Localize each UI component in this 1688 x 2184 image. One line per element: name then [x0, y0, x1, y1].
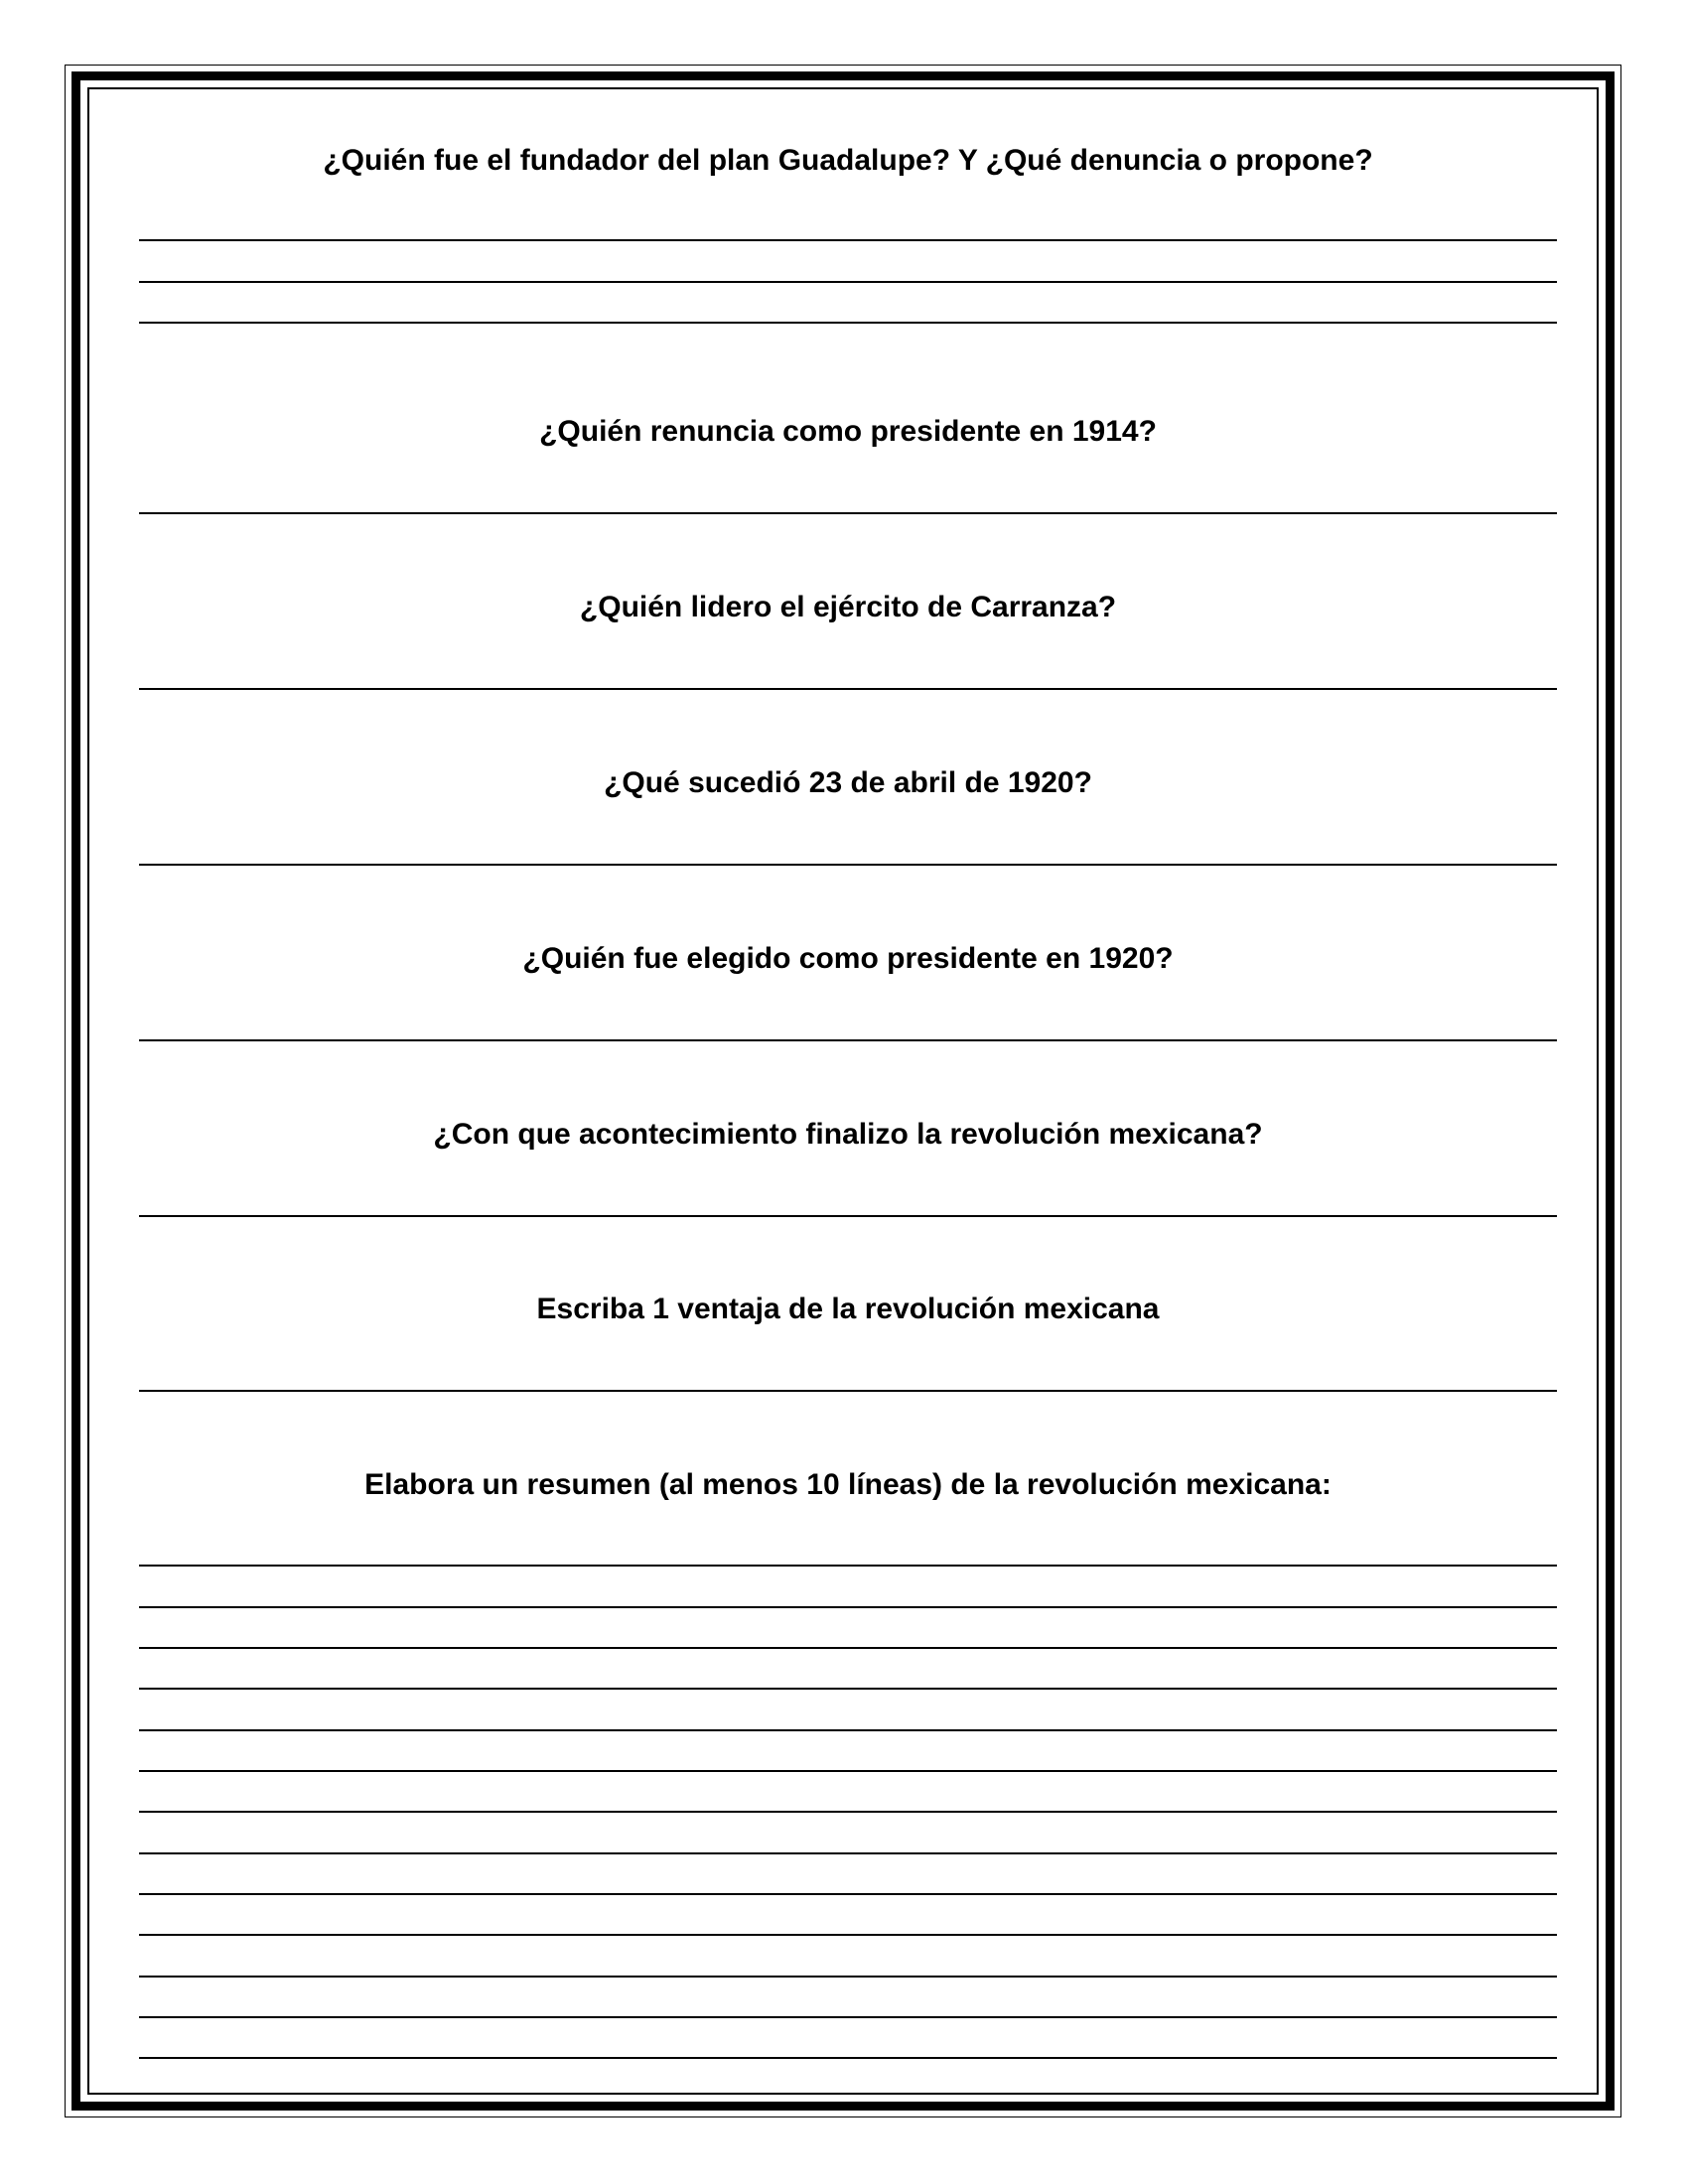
answer-line[interactable] — [139, 1976, 1557, 1978]
answer-line[interactable] — [139, 688, 1557, 690]
answer-line[interactable] — [139, 1688, 1557, 1690]
answer-line[interactable] — [139, 864, 1557, 866]
answer-line[interactable] — [139, 1893, 1557, 1895]
question-resumen-revolucion: Elabora un resumen (al menos 10 líneas) de la revolución mexicana: — [364, 1468, 1332, 1501]
page-border-inner — [87, 87, 1599, 2095]
answer-line[interactable] — [139, 2016, 1557, 2018]
answer-line[interactable] — [139, 239, 1557, 241]
answer-line[interactable] — [139, 1729, 1557, 1731]
answer-line[interactable] — [139, 281, 1557, 283]
answer-line[interactable] — [139, 1606, 1557, 1608]
answer-line[interactable] — [139, 1215, 1557, 1217]
question-plan-guadalupe: ¿Quién fue el fundador del plan Guadalupe? Y ¿Qué denuncia o propone? — [323, 144, 1373, 177]
answer-line[interactable] — [139, 2057, 1557, 2059]
answer-line[interactable] — [139, 1039, 1557, 1041]
answer-line[interactable] — [139, 1390, 1557, 1392]
answer-line[interactable] — [139, 1934, 1557, 1936]
question-renuncia-1914: ¿Quién renuncia como presidente en 1914? — [539, 415, 1157, 448]
answer-line[interactable] — [139, 1811, 1557, 1813]
answer-line[interactable] — [139, 512, 1557, 514]
answer-line[interactable] — [139, 322, 1557, 324]
question-23-abril-1920: ¿Qué sucedió 23 de abril de 1920? — [604, 766, 1092, 799]
answer-line[interactable] — [139, 1647, 1557, 1649]
question-ventaja-revolucion: Escriba 1 ventaja de la revolución mexicana — [536, 1293, 1160, 1325]
question-ejercito-carranza: ¿Quién lidero el ejército de Carranza? — [579, 591, 1117, 623]
question-presidente-1920: ¿Quién fue elegido como presidente en 1920? — [522, 942, 1174, 975]
answer-line[interactable] — [139, 1565, 1557, 1567]
answer-line[interactable] — [139, 1770, 1557, 1772]
answer-line[interactable] — [139, 1852, 1557, 1854]
question-fin-revolucion: ¿Con que acontecimiento finalizo la revolución mexicana? — [433, 1118, 1263, 1151]
